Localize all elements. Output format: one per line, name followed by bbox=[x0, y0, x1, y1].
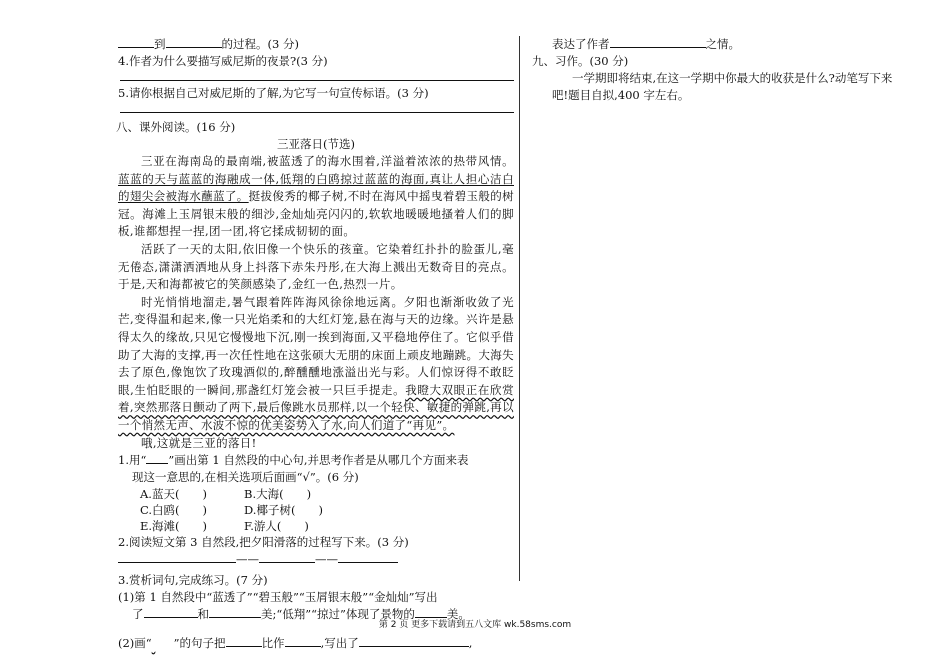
answer-blank[interactable] bbox=[118, 551, 236, 563]
answer-blank[interactable] bbox=[359, 635, 469, 647]
question-3-1: (1)第 1 自然段中“蓝透了”“碧玉般”“玉屑银末般”“金灿灿”写出 bbox=[118, 590, 438, 605]
answer-blank[interactable] bbox=[285, 635, 321, 647]
question-text: 美。 bbox=[446, 607, 470, 622]
dash-text: —— bbox=[236, 552, 259, 567]
column-divider bbox=[519, 36, 520, 581]
fragment-text: 之情。 bbox=[705, 37, 740, 51]
dash-text: —— bbox=[315, 552, 338, 567]
paragraph-text: 时光悄悄地溜走,暑气跟着阵阵海风徐徐地远离。夕阳也渐渐收敛了光芒,变得温和起来,像一只光焰柔和的大红灯笼,悬在海与天的边缘。兴许是悬得太久的缘故,只见它慢慢地下沉,刚一挨到海面,又平稳地停住了。它似乎借助了大海的支撑,再一次任性地在这张硕大无朋的床面上顽皮地蹦跳。大海失去了原色,像饱饮了玫瑰酒似的,醉醺醺地涨溢出光与彩。人们惊讶得不敢眨眼,生怕眨眼的一瞬间,那盏红灯笼会被一只巨手提走。 bbox=[118, 294, 514, 397]
answer-blank[interactable] bbox=[338, 551, 398, 563]
left-column bbox=[118, 36, 514, 652]
continuation-line bbox=[532, 36, 932, 53]
question-5: 5.请你根据自己对威尼斯的了解,为它写一句宣传标语。(3 分) bbox=[118, 86, 429, 100]
option-b[interactable]: B.大海( ) bbox=[244, 487, 312, 502]
question-2-blanks bbox=[118, 551, 514, 568]
question-1 bbox=[118, 452, 514, 469]
paragraph-text: 海滩上玉屑银末般的细沙,金灿灿亮闪闪的,软软地暖暖地搔着人们的脚板,谁都想捏一捏,团一团,将它揉成韧韧的面。 bbox=[118, 206, 514, 239]
section-9-heading: 九、习作。(30 分) bbox=[532, 54, 629, 68]
question-4: 4.作者为什么要描写威尼斯的夜景?(3 分) bbox=[118, 54, 328, 68]
essay-prompt-cont: 吧!题目自拟,400 字左右。 bbox=[552, 88, 690, 102]
option-f[interactable]: F.游人( ) bbox=[244, 519, 309, 534]
essay-prompt: 一学期即将结束,在这一学期中你最大的收获是什么?动笔写下来 bbox=[572, 71, 893, 85]
page-footer: 第 2 页 更多下载请到五八文库 wk.58sms.com bbox=[378, 620, 572, 630]
option-d[interactable]: D.椰子树( ) bbox=[244, 503, 323, 518]
answer-line[interactable] bbox=[120, 70, 514, 81]
paragraph-text: 挺拔俊秀的椰子树,不时在海风中摇曳着碧玉般的树冠。 bbox=[118, 189, 514, 221]
question-3-2 bbox=[118, 635, 514, 652]
wavy-sample bbox=[152, 635, 174, 644]
answer-line[interactable] bbox=[120, 102, 514, 113]
fragment-text: 到 bbox=[154, 37, 166, 51]
answer-blank[interactable] bbox=[118, 36, 154, 48]
option-c[interactable]: C.白鸥( ) bbox=[140, 503, 208, 518]
q-continuation-line bbox=[118, 36, 514, 53]
underlined-text: 蓝蓝的天与蓝蓝的海融成一体,低翔的白鸥掠过蓝蓝的海面,真让人担心洁白的翅尖会被海水蘸蓝了。 bbox=[118, 171, 514, 204]
question-text: 比作 bbox=[261, 636, 285, 651]
passage-paragraph-2: 活跃了一天的太阳,依旧像一个快乐的孩童。它染着红扑扑的脸蛋儿,毫无倦态,潇潇洒洒地从身上抖落下赤朱丹彤,在大海上溅出无数奇目的亮点。于是,天和海都被它的笑颜感染了,金红一色,热烈一片。 bbox=[118, 241, 514, 292]
section-8-heading: 八、课外阅读。(16 分) bbox=[116, 120, 236, 134]
answer-blank[interactable] bbox=[226, 635, 262, 647]
question-text: ”的句子把 bbox=[173, 636, 226, 651]
question-text: , bbox=[468, 636, 473, 651]
passage-paragraph-3 bbox=[118, 294, 514, 435]
answer-blank[interactable] bbox=[259, 551, 315, 563]
fragment-text: 表达了作者 bbox=[552, 37, 610, 51]
underline-sample bbox=[146, 455, 168, 464]
question-2: 2.阅读短文第 3 自然段,把夕阳滑落的过程写下来。(3 分) bbox=[118, 535, 409, 550]
option-a[interactable]: A.蓝天( ) bbox=[140, 487, 207, 502]
right-column bbox=[532, 36, 932, 104]
question-1-cont: 现这一意思的,在相关选项后面画“√”。(6 分) bbox=[132, 470, 359, 485]
passage-title: 三亚落日(节选) bbox=[277, 137, 355, 151]
option-e[interactable]: E.海滩( ) bbox=[140, 519, 208, 534]
question-text: 美;“低翔”“掠过”体现了景物的 bbox=[261, 607, 415, 622]
question-3: 3.赏析词句,完成练习。(7 分) bbox=[118, 573, 268, 588]
options-grid bbox=[140, 486, 514, 534]
answer-blank[interactable] bbox=[166, 36, 222, 48]
question-text: 1.用“ bbox=[118, 453, 147, 468]
paragraph-text: 三亚在海南岛的最南端,被蓝透了的海水围着,洋溢着浓浓的热带风情。 bbox=[141, 154, 514, 168]
passage-paragraph-1 bbox=[118, 153, 514, 241]
question-text: 了 bbox=[132, 607, 144, 622]
answer-blank[interactable] bbox=[610, 36, 706, 48]
question-text: (2)画“ bbox=[118, 636, 152, 651]
question-text: ,写出了 bbox=[320, 636, 359, 651]
passage-paragraph-4: 哦,这就是三亚的落日! bbox=[141, 435, 257, 450]
wavy-underlined-text: 我瞪大双眼正在欣赏着,突然那落日颤动了两下,最后像跳水员那样,以一个轻快、敏捷的弹跳,再以一个悄然无声、水波不惊的优美姿势入了水,向人们道了“再见”。 bbox=[118, 382, 514, 432]
fragment-text: 的过程。(3 分) bbox=[221, 37, 299, 51]
question-text: ”画出第 1 自然段的中心句,并思考作者是从哪几个方面来表 bbox=[168, 453, 469, 468]
question-text: 和 bbox=[197, 607, 209, 622]
